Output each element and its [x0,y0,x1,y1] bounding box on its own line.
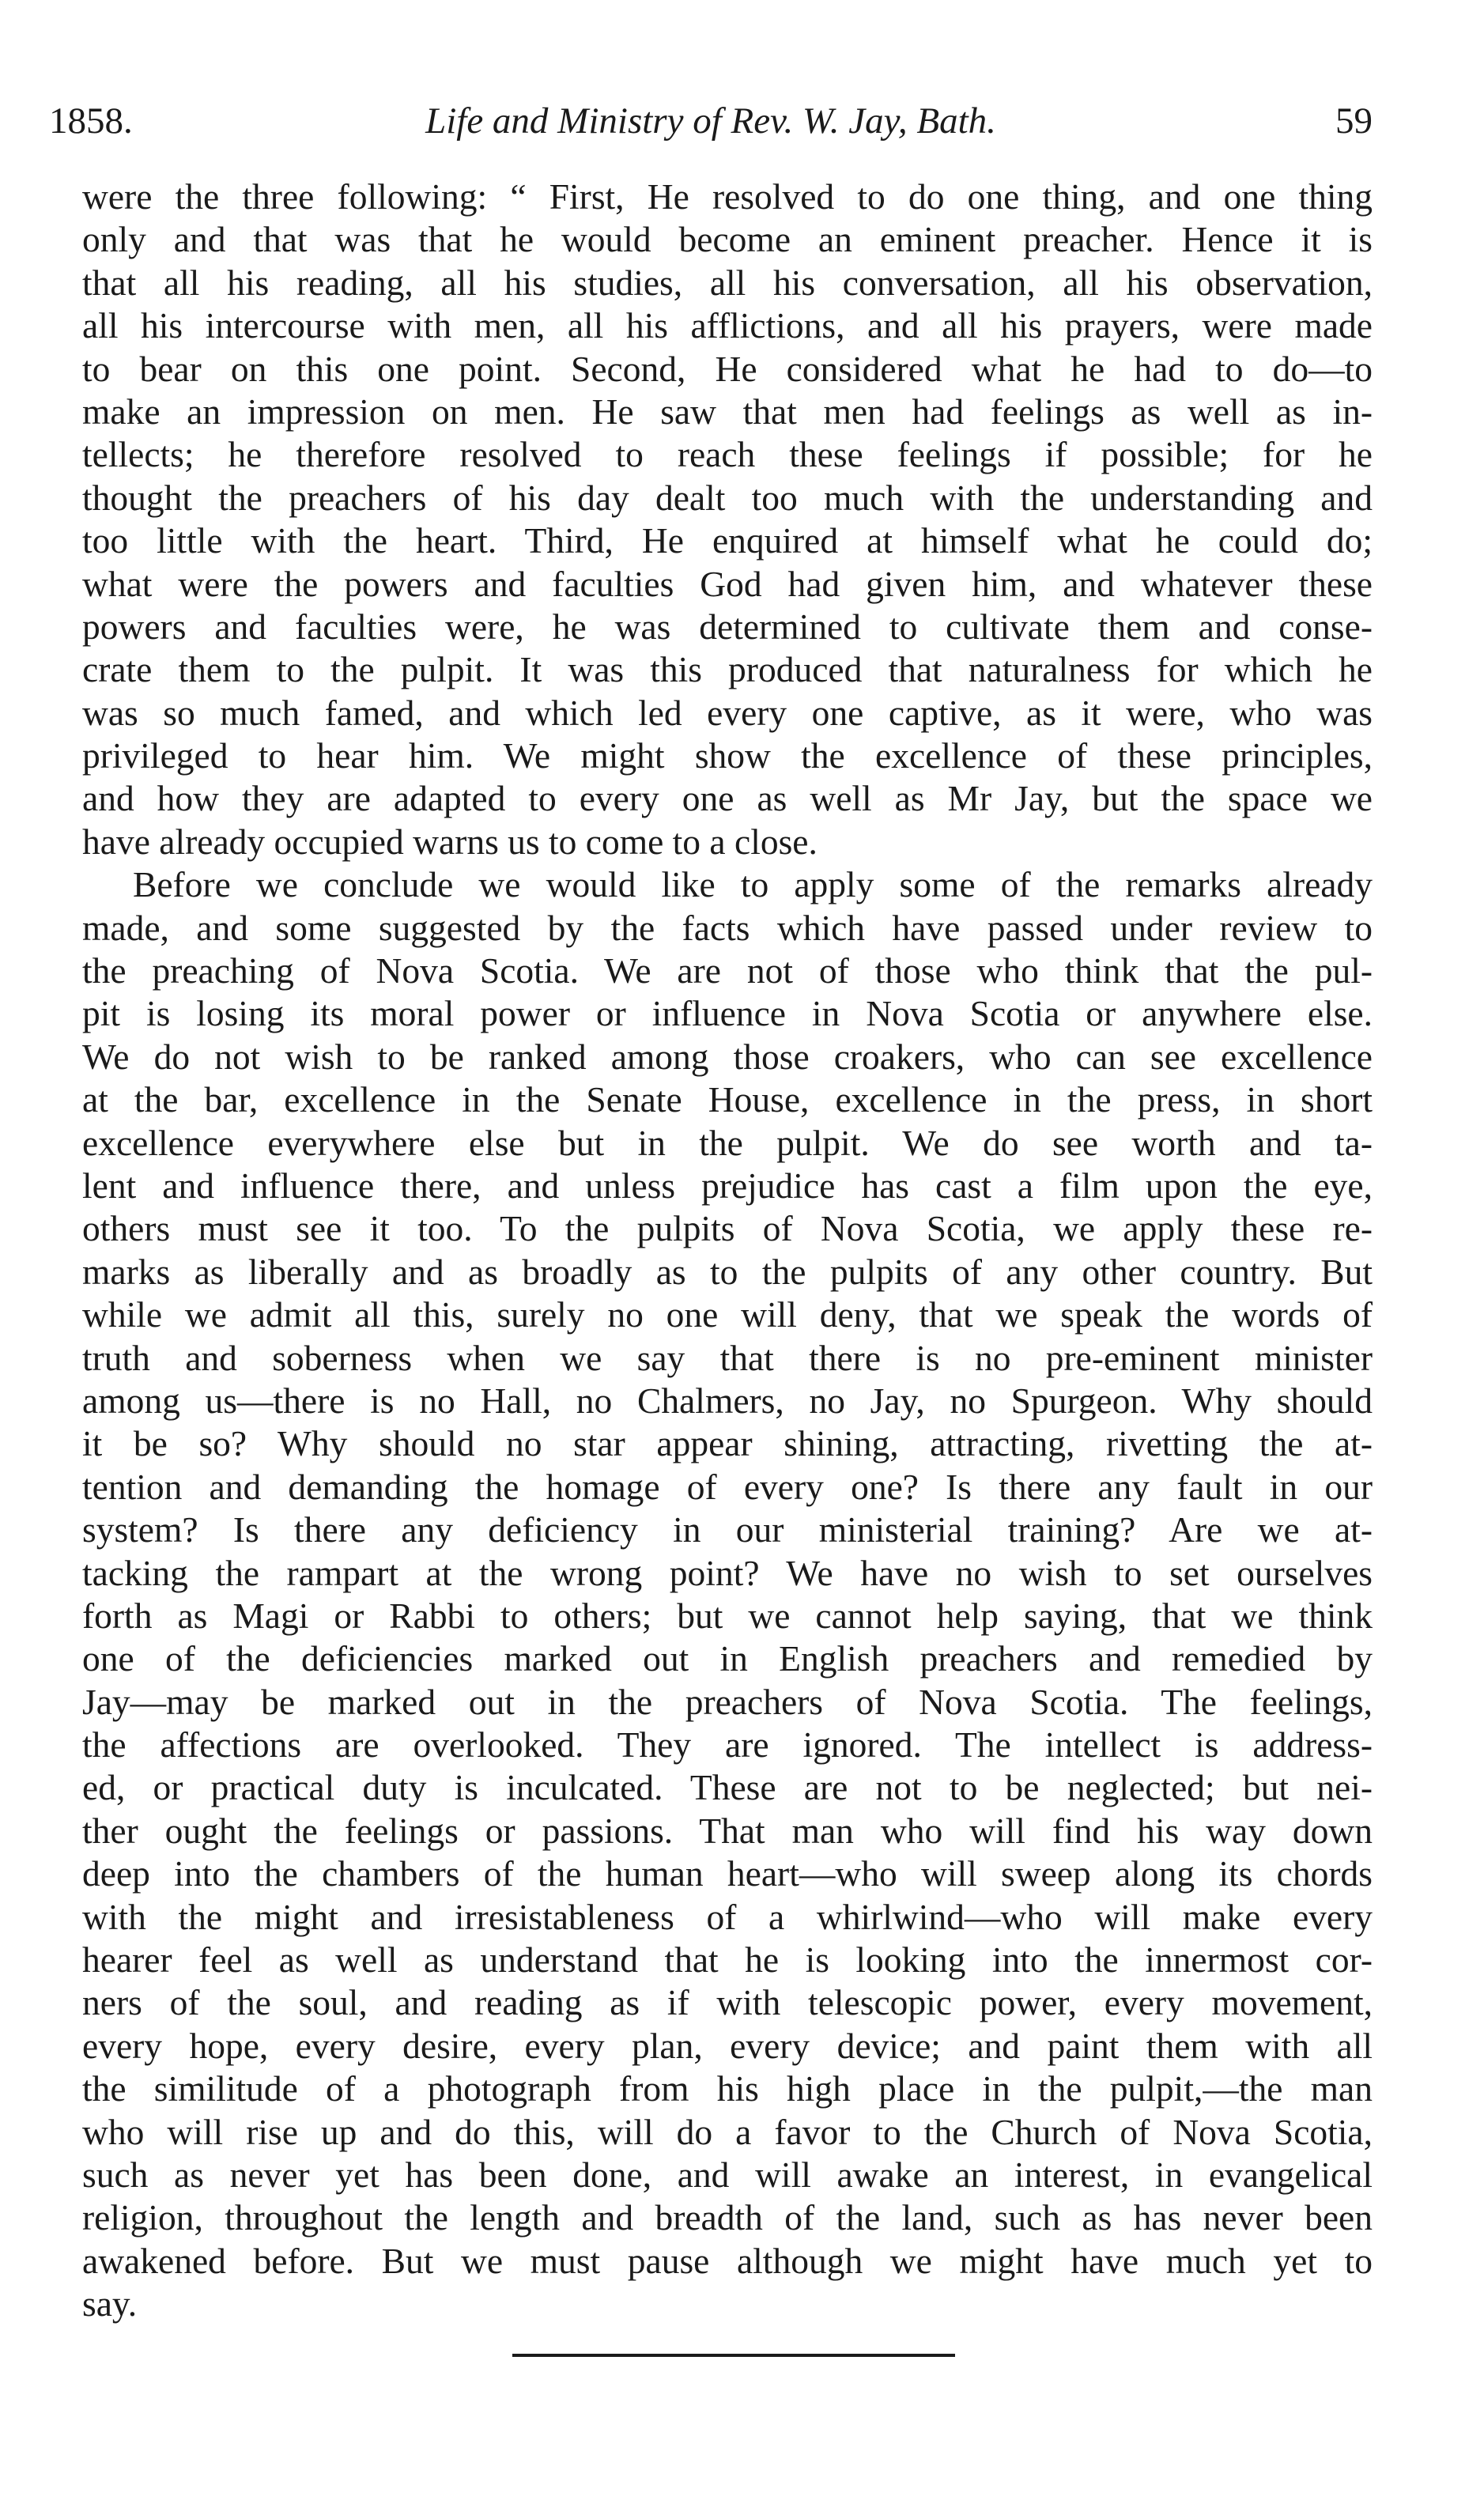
text-line: it be so? Why should no star appear shining, attracting, rivetting the at- [82,1423,1373,1464]
text-line: at the bar, excellence in the Senate House, excellence in the press, in short [82,1079,1373,1120]
text-line: such as never yet has been done, and will awake an interest, in evangelical [82,2154,1373,2195]
text-line: with the might and irresistableness of a whirlwind—who will make every [82,1896,1373,1937]
text-line: ners of the soul, and reading as if with telescopic power, every movement, [82,1982,1373,2023]
text-line: lent and influence there, and unless prejudice has cast a film upon the eye, [82,1165,1373,1206]
text-line: hearer feel as well as understand that he is looking into the innermost cor- [82,1939,1373,1981]
text-line: tention and demanding the homage of every one? Is there any fault in our [82,1466,1373,1507]
paragraph-start-line: Before we conclude we would like to apply some of the remarks already [133,864,1373,905]
text-line: too little with the heart. Third, He enquired at himself what he could do; [82,520,1373,561]
page-number: 59 [1335,100,1373,142]
text-line: that all his reading, all his studies, all his conversation, all his observation, [82,262,1373,303]
article-body [82,176,1373,2326]
section-divider-rule [512,2354,955,2357]
text-line: made, and some suggested by the facts which have passed under review to [82,907,1373,948]
text-line: forth as Magi or Rabbi to others; but we cannot help saying, that we think [82,1595,1373,1636]
text-line: deep into the chambers of the human heart—who will sweep along its chords [82,1853,1373,1894]
running-title: Life and Ministry of Rev. W. Jay, Bath. [425,100,996,142]
text-line: ther ought the feelings or passions. That man who will find his way down [82,1810,1373,1851]
text-line: truth and soberness when we say that there is no pre-eminent minister [82,1337,1373,1378]
text-line: was so much famed, and which led every one captive, as it were, who was [82,692,1373,733]
text-line: pit is losing its moral power or influence in Nova Scotia or anywhere else. [82,993,1373,1034]
text-line: were the three following: “ First, He resolved to do one thing, and one thing [82,176,1373,217]
text-line: powers and faculties were, he was determined to cultivate them and conse- [82,606,1373,647]
text-line: make an impression on men. He saw that men had feelings as well as in- [82,391,1373,432]
text-line: every hope, every desire, every plan, every device; and paint them with all [82,2025,1373,2066]
text-line: what were the powers and faculties God had given him, and whatever these [82,563,1373,604]
text-line: religion, throughout the length and breadth of the land, such as has never been [82,2197,1373,2238]
text-line: marks as liberally and as broadly as to the pulpits of any other country. But [82,1251,1373,1292]
text-line: tellects; he therefore resolved to reach these feelings if possible; for he [82,434,1373,475]
text-line: Jay—may be marked out in the preachers of Nova Scotia. The feelings, [82,1681,1373,1722]
paragraph-end-line: say. [82,2283,138,2324]
text-line: crate them to the pulpit. It was this produced that naturalness for which he [82,649,1373,690]
header-year: 1858. [49,100,133,142]
text-line: only and that was that he would become an eminent preacher. Hence it is [82,219,1373,260]
text-line: ed, or practical duty is inculcated. These are not to be neglected; but nei- [82,1767,1373,1808]
text-line: who will rise up and do this, will do a favor to the Church of Nova Scotia, [82,2111,1373,2152]
text-line: privileged to hear him. We might show the excellence of these principles, [82,735,1373,776]
text-line: thought the preachers of his day dealt too much with the understanding and [82,477,1373,518]
text-line: awakened before. But we must pause although we might have much yet to [82,2240,1373,2281]
text-line: one of the deficiencies marked out in English preachers and remedied by [82,1638,1373,1679]
text-line: to bear on this one point. Second, He considered what he had to do—to [82,348,1373,389]
text-line: and how they are adapted to every one as well as Mr Jay, but the space we [82,778,1373,819]
text-line: excellence everywhere else but in the pulpit. We do see worth and ta- [82,1122,1373,1163]
page-header [49,93,1373,149]
paragraph-end-line: have already occupied warns us to come to a close. [82,821,818,862]
text-line: the similitude of a photograph from his high place in the pulpit,—the man [82,2068,1373,2109]
text-line: all his intercourse with men, all his afflictions, and all his prayers, were made [82,305,1373,346]
text-line: tacking the rampart at the wrong point? We have no wish to set ourselves [82,1552,1373,1593]
text-line: others must see it too. To the pulpits of Nova Scotia, we apply these re- [82,1208,1373,1249]
text-line: the affections are overlooked. They are ignored. The intellect is address- [82,1724,1373,1765]
text-line: system? Is there any deficiency in our ministerial training? Are we at- [82,1509,1373,1550]
text-line: We do not wish to be ranked among those croakers, who can see excellence [82,1036,1373,1077]
text-line: among us—there is no Hall, no Chalmers, no Jay, no Spurgeon. Why should [82,1380,1373,1421]
text-line: the preaching of Nova Scotia. We are not of those who think that the pul- [82,950,1373,991]
text-line: while we admit all this, surely no one will deny, that we speak the words of [82,1294,1373,1335]
